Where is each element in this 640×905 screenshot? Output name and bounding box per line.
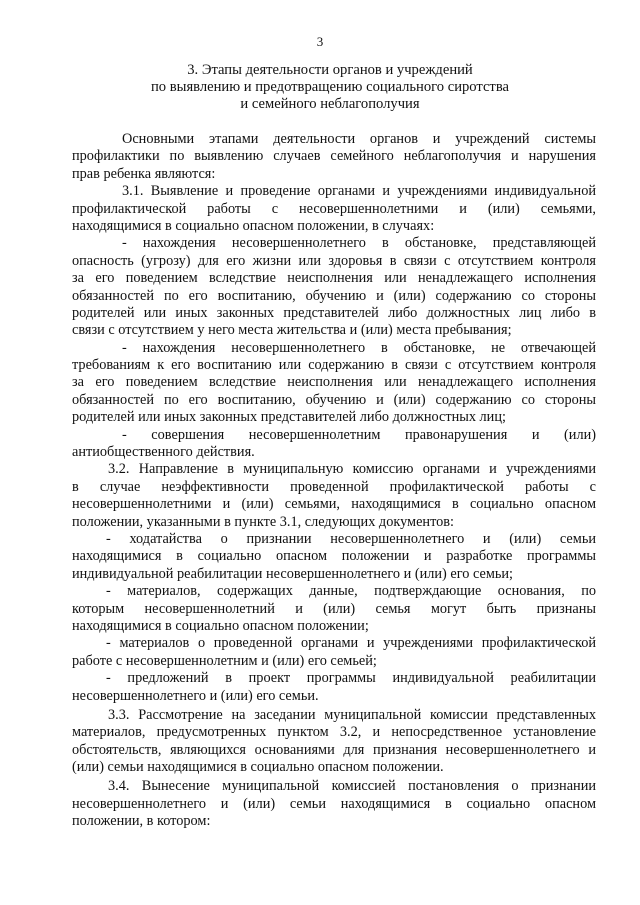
heading-line: и семейного неблагополучия xyxy=(240,96,420,112)
text-line: связи с отсутствием у него места жительства и (или) места пребывания; xyxy=(72,322,512,339)
text-line: которым несовершеннолетний и (или) семья могут быть признаны xyxy=(72,600,596,617)
text-line: обязанностей по его воспитанию, обучению и (или) содержанию со стороны xyxy=(72,391,596,408)
text-line: - ходатайства о признании несовершеннолетнего и (или) семьи xyxy=(106,530,596,547)
text-line: материалов, предусмотренных пунктом 3.2, и непосредственное установление xyxy=(72,724,596,741)
text-line: (или) семьи находящимися в социально опасном положении. xyxy=(72,759,444,776)
text-line: 3.3. Рассмотрение на заседании муниципальной комиссии представленных xyxy=(108,706,596,723)
text-line: 3.1. Выявление и проведение органами и учреждениями индивидуальной xyxy=(122,183,596,200)
text-line: в случае неэффективности проведенной профилактической работы с xyxy=(72,478,596,495)
text-line: положении, в котором: xyxy=(72,813,211,830)
text-line: - совершения несовершеннолетним правонарушения и (или) xyxy=(122,426,596,443)
text-line: индивидуальной реабилитации несовершеннолетнего и (или) его семьи; xyxy=(72,565,514,582)
text-line: обстоятельств, являющихся основаниями для признания несовершеннолетнего и xyxy=(72,741,596,758)
text-line: несовершеннолетними и (или) семьями, находящимися в социально опасном xyxy=(72,496,596,513)
text-line: - предложений в проект программы индивидуальной реабилитации xyxy=(106,670,596,687)
text-line: несовершеннолетнего и (или) его семьи. xyxy=(72,687,319,704)
heading-line: 3. Этапы деятельности органов и учреждений xyxy=(187,62,473,78)
text-line: находящимися в социально опасном положении; xyxy=(72,617,369,634)
text-line: находящимися в социально опасном положении, в случаях: xyxy=(72,217,435,234)
text-line: антиобщественного действия. xyxy=(72,444,255,461)
text-line: родителей или иных законных представителей либо должностных лиц; xyxy=(72,409,506,426)
text-line: - нахождения несовершеннолетнего в обстановке, не отвечающей xyxy=(122,339,596,356)
heading-line: по выявлению и предотвращению социального сиротства xyxy=(151,79,509,95)
text-line: - материалов, содержащих данные, подтверждающие основания, по xyxy=(106,583,596,600)
text-line: несовершеннолетнего и (или) семьи находящимися в социально опасном xyxy=(72,795,596,812)
section-heading xyxy=(60,62,600,113)
text-line: опасность (угрозу) для его жизни или здоровья в связи с отсутствием контроля xyxy=(72,252,596,269)
text-line: прав ребенка являются: xyxy=(72,165,216,182)
page-number: 3 xyxy=(316,34,324,49)
text-line: работе с несовершеннолетним и (или) его семьей; xyxy=(72,652,377,669)
text-line: обязанностей по его воспитанию, обучению и (или) содержанию со стороны xyxy=(72,287,596,304)
text-line: требованиям к его воспитанию или содержанию в связи с отсутствием контроля xyxy=(72,357,596,374)
text-line: Основными этапами деятельности органов и учреждений системы xyxy=(122,131,596,147)
text-line: родителей или иных законных представителей либо должностных лиц либо в xyxy=(72,304,596,321)
text-line: 3.4. Вынесение муниципальной комиссией постановления о признании xyxy=(108,778,596,795)
text-line: положении, указанными в пункте 3.1, следующих документов: xyxy=(72,513,455,530)
document-body xyxy=(72,131,596,831)
text-line: профилактики по выявлению случаев семейного неблагополучия и нарушения xyxy=(72,148,596,165)
text-line: за его поведением вследствие неисполнения или ненадлежащего исполнения xyxy=(72,270,596,287)
text-line: 3.2. Направление в муниципальную комиссию органами и учреждениями xyxy=(108,461,596,478)
text-line: - материалов о проведенной органами и учреждениями профилактической xyxy=(106,635,596,652)
text-line: за его поведением вследствие неисполнения или ненадлежащего исполнения xyxy=(72,374,596,391)
text-line: профилактической работы с несовершеннолетними и (или) семьями, xyxy=(72,200,596,217)
text-line: находящимися в социально опасном положении и разработке программы xyxy=(72,548,596,565)
text-line: - нахождения несовершеннолетнего в обстановке, представляющей xyxy=(122,235,596,252)
